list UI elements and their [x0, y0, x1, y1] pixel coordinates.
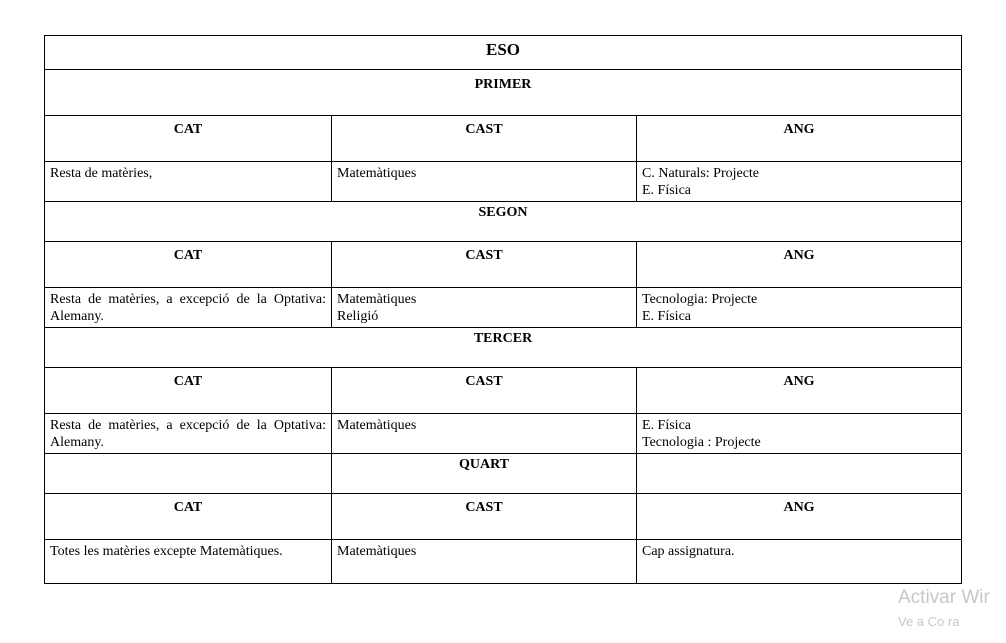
column-header-cast: CAST [332, 494, 637, 540]
column-header-cast: CAST [332, 116, 637, 162]
cell-cast: Matemàtiques [332, 162, 637, 202]
column-header-cat: CAT [45, 242, 332, 288]
column-header-cat: CAT [45, 368, 332, 414]
cell-ang: C. Naturals: Projecte E. Física [637, 162, 962, 202]
year-heading-empty-left [45, 454, 332, 494]
year-heading-tercer: TERCER [45, 328, 962, 368]
table-title: ESO [45, 36, 962, 70]
cell-cat: Resta de matèries, [45, 162, 332, 202]
cell-cast: Matemàtiques [332, 540, 637, 584]
column-header-ang: ANG [637, 368, 962, 414]
year-heading-quart: QUART [332, 454, 637, 494]
column-header-ang: ANG [637, 242, 962, 288]
cell-cast: Matemàtiques Religió [332, 288, 637, 328]
year-heading-empty-right [637, 454, 962, 494]
column-header-cat: CAT [45, 494, 332, 540]
column-header-ang: ANG [637, 494, 962, 540]
cell-cat: Resta de matèries, a excepció de la Optativa: Alemany. [45, 414, 332, 454]
eso-language-table [44, 35, 962, 584]
cell-ang: E. Física Tecnologia : Projecte [637, 414, 962, 454]
cell-cat: Resta de matèries, a excepció de la Optativa: Alemany. [45, 288, 332, 328]
year-heading-segon: SEGON [45, 202, 962, 242]
column-header-cat: CAT [45, 116, 332, 162]
column-header-ang: ANG [637, 116, 962, 162]
column-header-cast: CAST [332, 368, 637, 414]
column-header-cast: CAST [332, 242, 637, 288]
year-heading-primer: PRIMER [45, 70, 962, 116]
activation-watermark-subtext: Ve a Co ra [898, 614, 960, 629]
cell-cat: Totes les matèries excepte Matemàtiques. [45, 540, 332, 584]
cell-ang: Tecnologia: Projecte E. Física [637, 288, 962, 328]
activation-watermark: Activar Wir [898, 587, 990, 608]
cell-ang: Cap assignatura. [637, 540, 962, 584]
cell-cast: Matemàtiques [332, 414, 637, 454]
document-page [44, 35, 961, 584]
